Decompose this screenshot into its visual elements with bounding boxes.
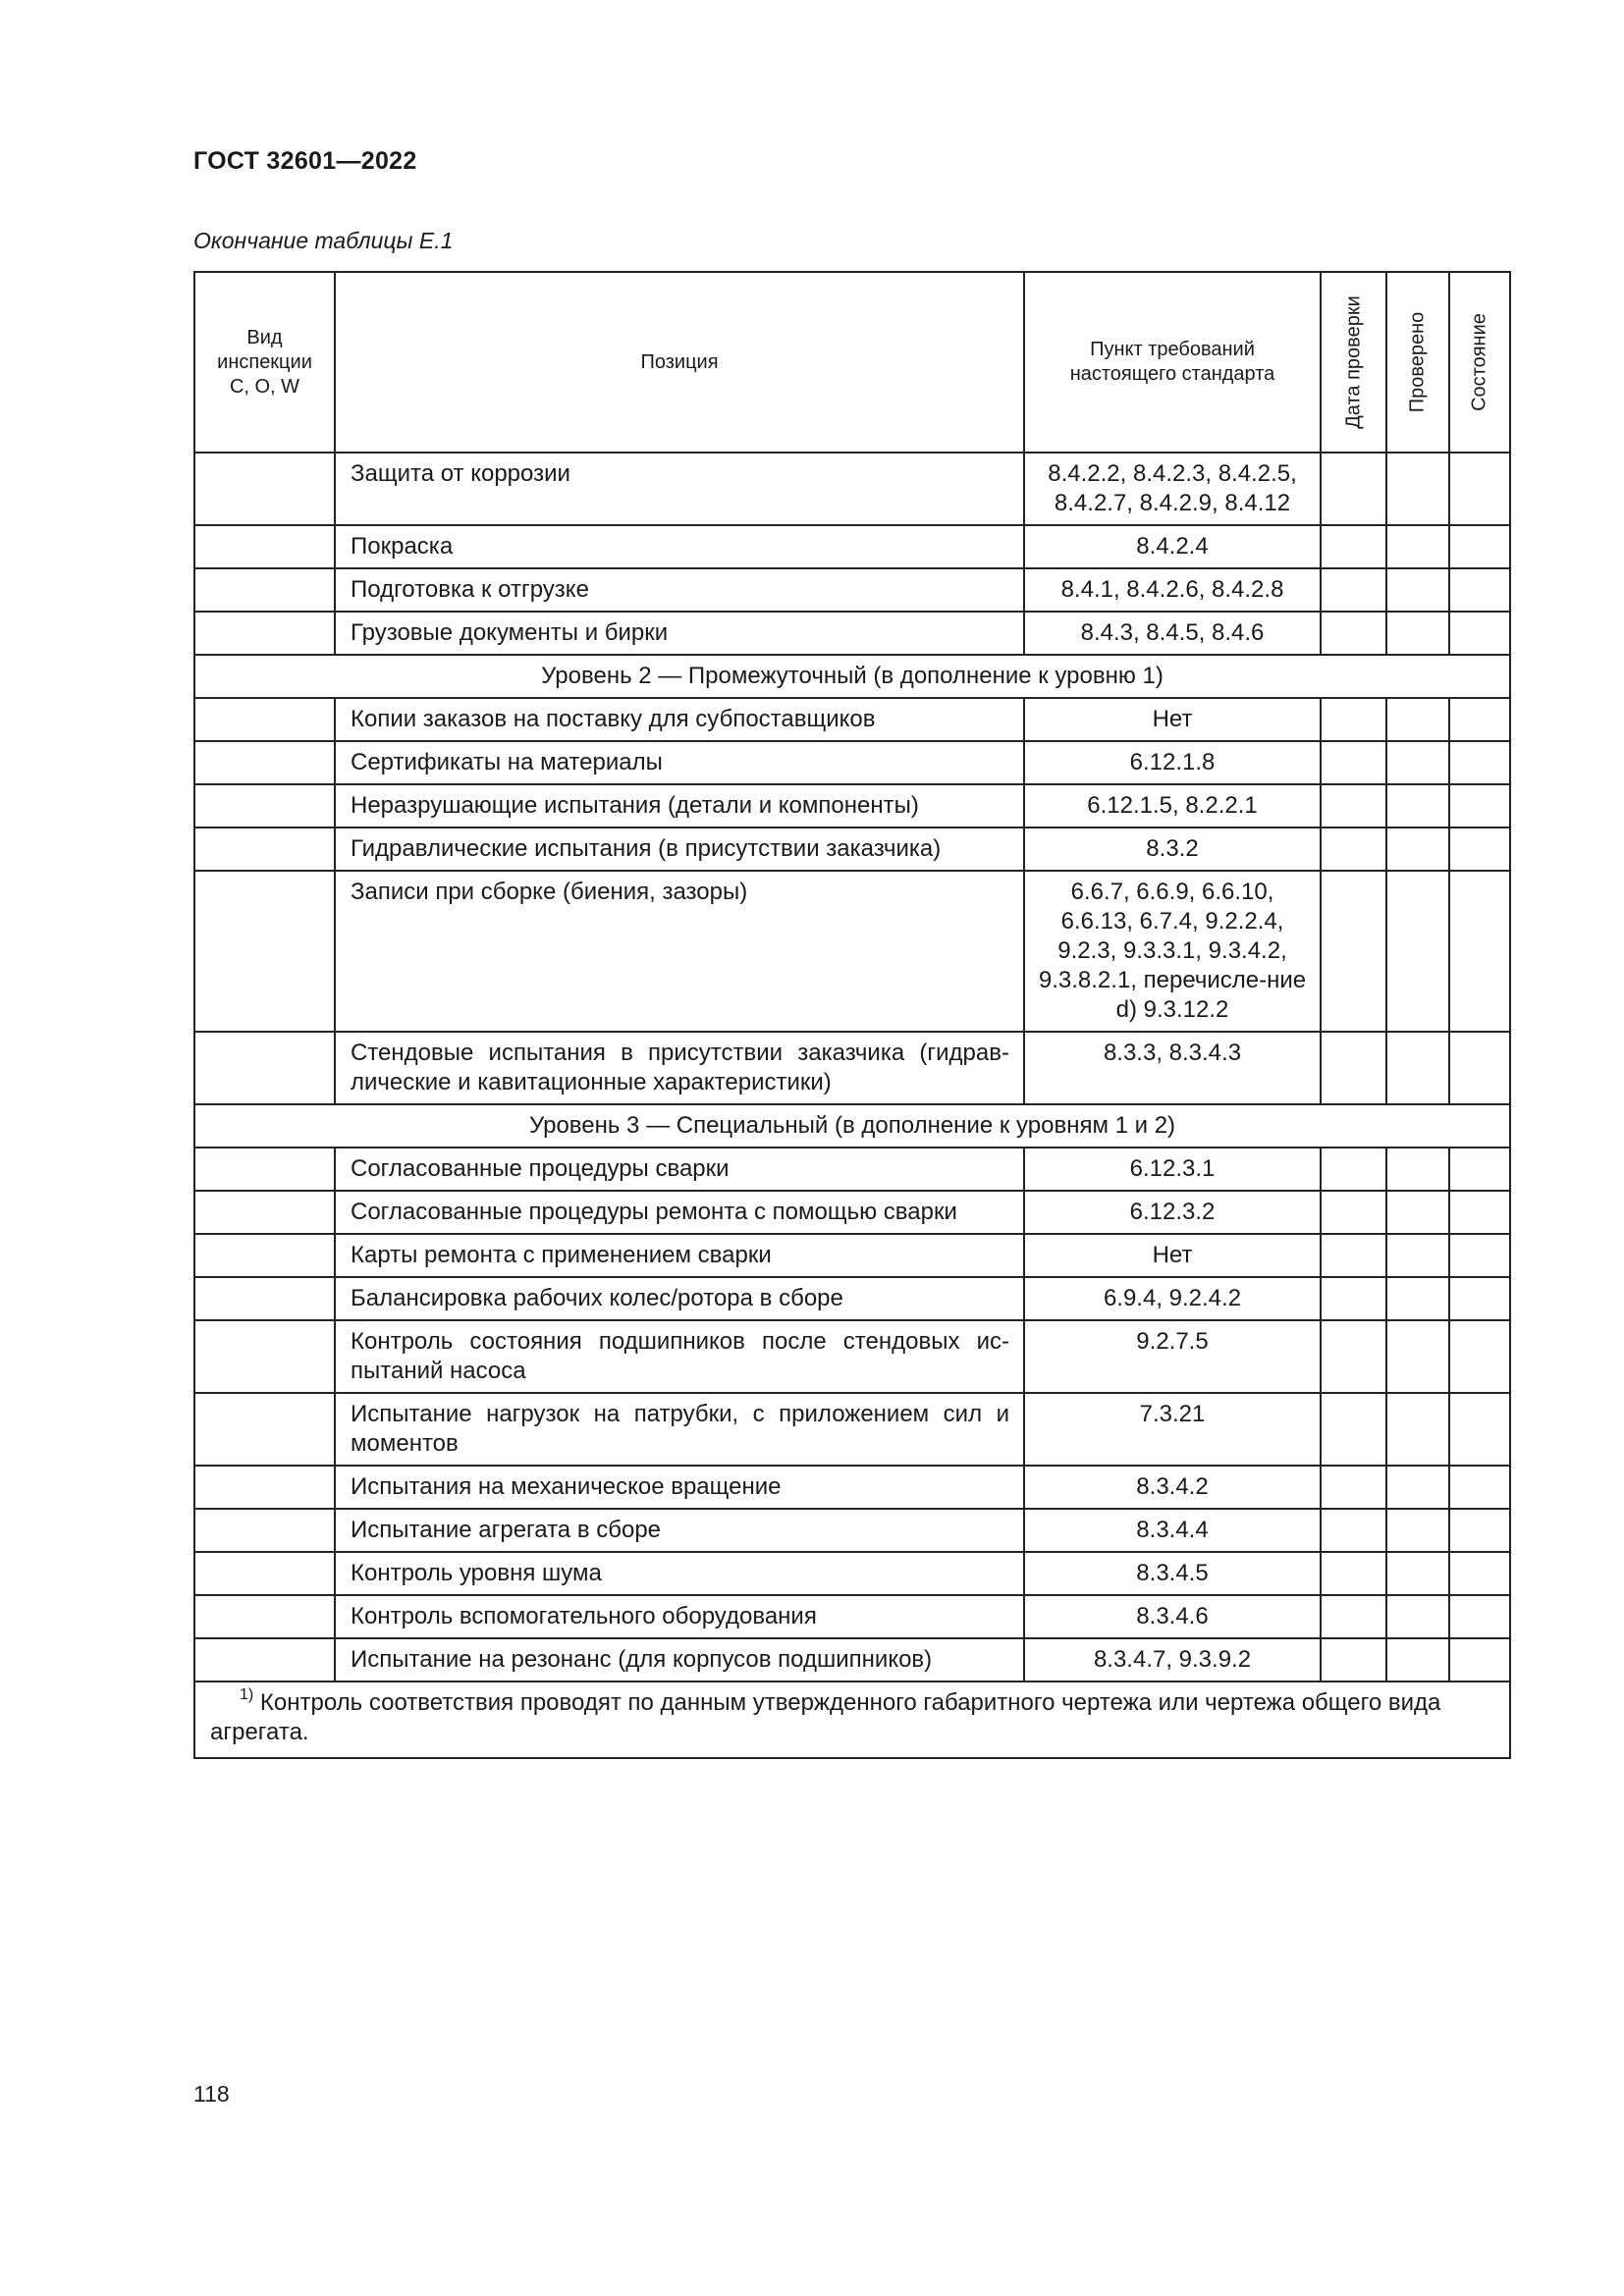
cell-check-date xyxy=(1321,784,1386,828)
footnote-row xyxy=(194,1682,1510,1758)
cell-state xyxy=(1449,1032,1510,1104)
cell-check-date xyxy=(1321,1320,1386,1393)
cell-checked xyxy=(1386,1638,1449,1682)
cell-position: Стендовые испытания в присутствии заказчика (гидрав-лические и кавитационные характеристики) xyxy=(335,1032,1024,1104)
cell-position: Копии заказов на поставку для субпоставщиков xyxy=(335,698,1024,741)
cell-requirement-clause: 8.4.3, 8.4.5, 8.4.6 xyxy=(1024,612,1321,655)
cell-check-date xyxy=(1321,1234,1386,1277)
cell-checked xyxy=(1386,698,1449,741)
footnote-cell xyxy=(194,1682,1510,1758)
cell-position: Сертификаты на материалы xyxy=(335,741,1024,784)
cell-checked xyxy=(1386,784,1449,828)
cell-checked xyxy=(1386,1509,1449,1552)
cell-check-date xyxy=(1321,525,1386,568)
cell-requirement-clause: 8.3.4.4 xyxy=(1024,1509,1321,1552)
cell-checked xyxy=(1386,453,1449,525)
cell-inspection-type xyxy=(194,828,335,871)
cell-requirement-clause: 8.4.1, 8.4.2.6, 8.4.2.8 xyxy=(1024,568,1321,612)
cell-checked xyxy=(1386,1466,1449,1509)
cell-state xyxy=(1449,1638,1510,1682)
cell-inspection-type xyxy=(194,1032,335,1104)
cell-requirement-clause: 8.4.2.4 xyxy=(1024,525,1321,568)
cell-position: Испытания на механическое вращение xyxy=(335,1466,1024,1509)
cell-position: Контроль вспомогательного оборудования xyxy=(335,1595,1024,1638)
cell-requirement-clause: 6.6.7, 6.6.9, 6.6.10, 6.6.13, 6.7.4, 9.2.2.4, 9.2.3, 9.3.3.1, 9.3.4.2, 9.3.8.2.1, перечисле-ние d) 9.3.12.2 xyxy=(1024,871,1321,1032)
cell-state xyxy=(1449,1234,1510,1277)
cell-position: Согласованные процедуры ремонта с помощью сварки xyxy=(335,1191,1024,1234)
cell-inspection-type xyxy=(194,741,335,784)
cell-inspection-type xyxy=(194,1595,335,1638)
document-code: ГОСТ 32601—2022 xyxy=(193,147,417,175)
cell-checked xyxy=(1386,828,1449,871)
table-row xyxy=(194,1191,1510,1234)
cell-state xyxy=(1449,612,1510,655)
table-row xyxy=(194,698,1510,741)
cell-checked xyxy=(1386,1320,1449,1393)
cell-state xyxy=(1449,1595,1510,1638)
cell-requirement-clause: 8.3.4.5 xyxy=(1024,1552,1321,1595)
cell-checked xyxy=(1386,525,1449,568)
cell-checked xyxy=(1386,1277,1449,1320)
cell-checked xyxy=(1386,612,1449,655)
cell-inspection-type xyxy=(194,1466,335,1509)
table-row xyxy=(194,1509,1510,1552)
table-row xyxy=(194,525,1510,568)
cell-requirement-clause: 6.12.3.2 xyxy=(1024,1191,1321,1234)
table-row xyxy=(194,871,1510,1032)
cell-state xyxy=(1449,741,1510,784)
cell-inspection-type xyxy=(194,1148,335,1191)
table-header-row xyxy=(194,272,1510,453)
cell-position: Подготовка к отгрузке xyxy=(335,568,1024,612)
cell-inspection-type xyxy=(194,453,335,525)
cell-check-date xyxy=(1321,1393,1386,1466)
cell-state xyxy=(1449,1277,1510,1320)
level-row xyxy=(194,1104,1510,1148)
table-row xyxy=(194,784,1510,828)
cell-state xyxy=(1449,698,1510,741)
cell-check-date xyxy=(1321,568,1386,612)
cell-requirement-clause: 6.12.3.1 xyxy=(1024,1148,1321,1191)
cell-requirement-clause: Нет xyxy=(1024,698,1321,741)
footnote-marker: 1) xyxy=(240,1686,254,1703)
cell-state xyxy=(1449,1320,1510,1393)
cell-state xyxy=(1449,453,1510,525)
cell-check-date xyxy=(1321,1148,1386,1191)
cell-check-date xyxy=(1321,1638,1386,1682)
cell-inspection-type xyxy=(194,1320,335,1393)
cell-inspection-type xyxy=(194,1552,335,1595)
cell-requirement-clause: 6.9.4, 9.2.4.2 xyxy=(1024,1277,1321,1320)
footnote-text: Контроль соответствия проводят по данным утвержденного габаритного чертежа или чертежа общего вида агрегата. xyxy=(210,1689,1441,1745)
cell-inspection-type xyxy=(194,1638,335,1682)
table-row xyxy=(194,1595,1510,1638)
header-checked: Проверено xyxy=(1386,272,1449,453)
cell-inspection-type xyxy=(194,1393,335,1466)
cell-checked xyxy=(1386,1393,1449,1466)
cell-position: Грузовые документы и бирки xyxy=(335,612,1024,655)
cell-state xyxy=(1449,1393,1510,1466)
cell-inspection-type xyxy=(194,1277,335,1320)
table-row xyxy=(194,1277,1510,1320)
cell-check-date xyxy=(1321,1191,1386,1234)
cell-inspection-type xyxy=(194,612,335,655)
cell-check-date xyxy=(1321,453,1386,525)
table-body xyxy=(194,453,1510,1682)
cell-check-date xyxy=(1321,741,1386,784)
cell-checked xyxy=(1386,741,1449,784)
header-position: Позиция xyxy=(335,272,1024,453)
header-state: Состояние xyxy=(1449,272,1510,453)
cell-position: Балансировка рабочих колес/ротора в сборе xyxy=(335,1277,1024,1320)
cell-inspection-type xyxy=(194,1234,335,1277)
cell-position: Гидравлические испытания (в присутствии заказчика) xyxy=(335,828,1024,871)
cell-position: Неразрушающие испытания (детали и компоненты) xyxy=(335,784,1024,828)
cell-check-date xyxy=(1321,871,1386,1032)
cell-position: Согласованные процедуры сварки xyxy=(335,1148,1024,1191)
cell-requirement-clause: 6.12.1.5, 8.2.2.1 xyxy=(1024,784,1321,828)
cell-inspection-type xyxy=(194,1191,335,1234)
cell-inspection-type xyxy=(194,1509,335,1552)
table-row xyxy=(194,612,1510,655)
table-row xyxy=(194,1234,1510,1277)
table-row xyxy=(194,1032,1510,1104)
cell-checked xyxy=(1386,1234,1449,1277)
cell-requirement-clause: 8.3.4.6 xyxy=(1024,1595,1321,1638)
cell-check-date xyxy=(1321,1277,1386,1320)
table-row xyxy=(194,828,1510,871)
cell-position: Испытание на резонанс (для корпусов подшипников) xyxy=(335,1638,1024,1682)
cell-state xyxy=(1449,784,1510,828)
header-requirement-clause: Пункт требований настоящего стандарта xyxy=(1024,272,1321,453)
cell-position: Испытание агрегата в сборе xyxy=(335,1509,1024,1552)
table-row xyxy=(194,741,1510,784)
cell-check-date xyxy=(1321,698,1386,741)
cell-checked xyxy=(1386,1032,1449,1104)
cell-checked xyxy=(1386,1552,1449,1595)
cell-position: Покраска xyxy=(335,525,1024,568)
cell-state xyxy=(1449,1509,1510,1552)
cell-state xyxy=(1449,1191,1510,1234)
table-row xyxy=(194,1638,1510,1682)
cell-position: Контроль уровня шума xyxy=(335,1552,1024,1595)
cell-checked xyxy=(1386,871,1449,1032)
cell-requirement-clause: 9.2.7.5 xyxy=(1024,1320,1321,1393)
cell-requirement-clause: Нет xyxy=(1024,1234,1321,1277)
cell-inspection-type xyxy=(194,568,335,612)
level-heading: Уровень 3 — Специальный (в дополнение к уровням 1 и 2) xyxy=(194,1104,1510,1148)
cell-requirement-clause: 6.12.1.8 xyxy=(1024,741,1321,784)
cell-state xyxy=(1449,828,1510,871)
cell-checked xyxy=(1386,568,1449,612)
cell-check-date xyxy=(1321,1595,1386,1638)
cell-position: Испытание нагрузок на патрубки, с приложением сил и моментов xyxy=(335,1393,1024,1466)
table-row xyxy=(194,1552,1510,1595)
cell-requirement-clause: 8.3.3, 8.3.4.3 xyxy=(1024,1032,1321,1104)
inspection-table xyxy=(193,271,1511,1759)
table-row xyxy=(194,568,1510,612)
cell-state xyxy=(1449,1466,1510,1509)
table-row xyxy=(194,1320,1510,1393)
cell-check-date xyxy=(1321,612,1386,655)
cell-state xyxy=(1449,525,1510,568)
table-row xyxy=(194,1148,1510,1191)
level-heading: Уровень 2 — Промежуточный (в дополнение к уровню 1) xyxy=(194,655,1510,698)
cell-check-date xyxy=(1321,1466,1386,1509)
cell-requirement-clause: 8.3.4.7, 9.3.9.2 xyxy=(1024,1638,1321,1682)
cell-requirement-clause: 8.3.4.2 xyxy=(1024,1466,1321,1509)
cell-inspection-type xyxy=(194,698,335,741)
table-row xyxy=(194,1393,1510,1466)
cell-position: Карты ремонта с применением сварки xyxy=(335,1234,1024,1277)
cell-position: Записи при сборке (биения, зазоры) xyxy=(335,871,1024,1032)
page-number: 118 xyxy=(193,2081,230,2107)
table-row xyxy=(194,453,1510,525)
cell-inspection-type xyxy=(194,871,335,1032)
cell-requirement-clause: 8.3.2 xyxy=(1024,828,1321,871)
cell-check-date xyxy=(1321,1509,1386,1552)
table-caption: Окончание таблицы Е.1 xyxy=(193,228,454,253)
cell-requirement-clause: 8.4.2.2, 8.4.2.3, 8.4.2.5, 8.4.2.7, 8.4.2.9, 8.4.12 xyxy=(1024,453,1321,525)
cell-check-date xyxy=(1321,1552,1386,1595)
cell-state xyxy=(1449,1148,1510,1191)
cell-state xyxy=(1449,1552,1510,1595)
header-inspection-type: Вид инспекции С, О, W xyxy=(194,272,335,453)
header-check-date: Дата проверки xyxy=(1321,272,1386,453)
cell-position: Контроль состояния подшипников после стендовых ис-пытаний насоса xyxy=(335,1320,1024,1393)
cell-checked xyxy=(1386,1191,1449,1234)
table-row xyxy=(194,1466,1510,1509)
cell-inspection-type xyxy=(194,784,335,828)
cell-checked xyxy=(1386,1148,1449,1191)
cell-state xyxy=(1449,568,1510,612)
cell-position: Защита от коррозии xyxy=(335,453,1024,525)
level-row xyxy=(194,655,1510,698)
cell-requirement-clause: 7.3.21 xyxy=(1024,1393,1321,1466)
cell-checked xyxy=(1386,1595,1449,1638)
cell-check-date xyxy=(1321,1032,1386,1104)
cell-check-date xyxy=(1321,828,1386,871)
cell-state xyxy=(1449,871,1510,1032)
cell-inspection-type xyxy=(194,525,335,568)
